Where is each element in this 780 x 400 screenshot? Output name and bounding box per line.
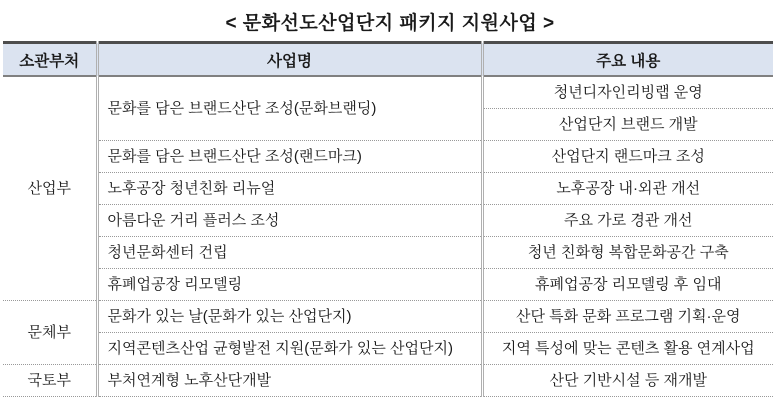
project-name-cell: 문화를 담은 브랜드산단 조성(랜드마크) — [97, 141, 482, 173]
ministry-cell: 국토부 — [3, 365, 97, 397]
table-header-row — [3, 43, 773, 77]
table-row — [3, 365, 773, 397]
project-name-cell: 문화가 있는 날(문화가 있는 산업단지) — [97, 301, 482, 333]
ministry-cell: 문체부 — [3, 301, 97, 365]
page-title: < 문화선도산업단지 패키지 지원사업 > — [225, 13, 555, 34]
content-cell: 지역 특성에 맞는 콘텐츠 활용 연계사업 — [482, 333, 773, 365]
table-body — [3, 76, 773, 397]
project-name-cell: 문화를 담은 브랜드산단 조성(문화브랜딩) — [97, 76, 482, 141]
table-row — [3, 333, 773, 365]
content-cell: 산업단지 랜드마크 조성 — [482, 141, 773, 173]
project-name-cell: 부처연계형 노후산단개발 — [97, 365, 482, 397]
content-cell: 산단 특화 문화 프로그램 기획·운영 — [482, 301, 773, 333]
table-row — [3, 173, 773, 205]
support-programs-table — [3, 41, 773, 397]
content-cell: 산단 기반시설 등 재개발 — [482, 365, 773, 397]
column-header-main-content: 주요 내용 — [482, 43, 773, 77]
ministry-cell: 산업부 — [3, 76, 97, 301]
content-cell: 청년 친화형 복합문화공간 구축 — [482, 237, 773, 269]
table-row — [3, 76, 773, 109]
table-row — [3, 237, 773, 269]
project-name-cell: 청년문화센터 건립 — [97, 237, 482, 269]
table-row — [3, 205, 773, 237]
table-row — [3, 269, 773, 301]
project-name-cell: 노후공장 청년친화 리뉴얼 — [97, 173, 482, 205]
table-row — [3, 301, 773, 333]
content-cell: 산업단지 브랜드 개발 — [482, 109, 773, 141]
content-cell: 휴폐업공장 리모델링 후 임대 — [482, 269, 773, 301]
column-header-project-name: 사업명 — [97, 43, 482, 77]
column-header-ministry: 소관부처 — [3, 43, 97, 77]
project-name-cell: 휴폐업공장 리모델링 — [97, 269, 482, 301]
content-cell: 청년디자인리빙랩 운영 — [482, 76, 773, 109]
content-cell: 노후공장 내·외관 개선 — [482, 173, 773, 205]
project-name-cell: 아름다운 거리 플러스 조성 — [97, 205, 482, 237]
project-name-cell: 지역콘텐츠산업 균형발전 지원(문화가 있는 산업단지) — [97, 333, 482, 365]
table-row — [3, 141, 773, 173]
content-cell: 주요 가로 경관 개선 — [482, 205, 773, 237]
